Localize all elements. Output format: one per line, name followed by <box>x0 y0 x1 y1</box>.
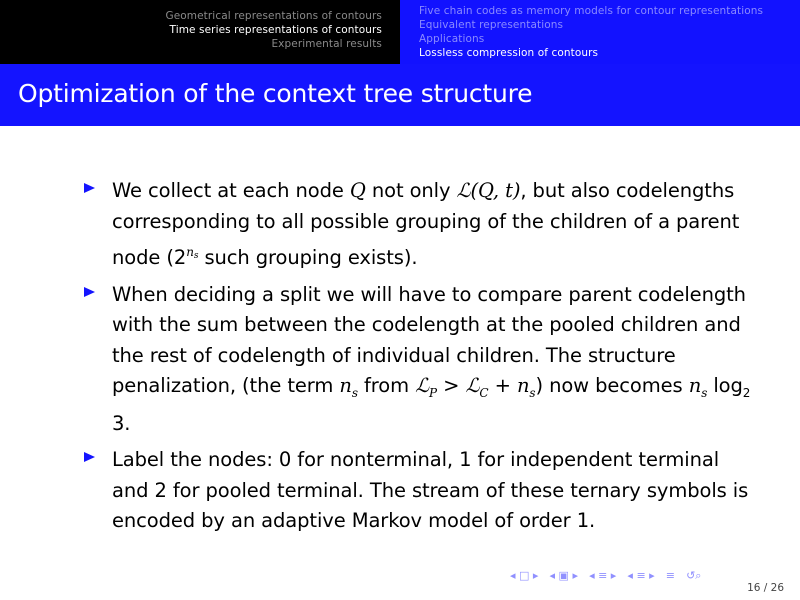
nav-subsection-applications[interactable]: Applications <box>419 33 485 45</box>
bullet-arrow-icon <box>84 183 95 193</box>
section-nav-icon[interactable]: ◂ ≡ ▸ <box>627 569 655 582</box>
slide-content <box>84 176 754 543</box>
appendix-nav-icon[interactable]: ≡ <box>665 569 675 582</box>
frame-title-bar <box>0 64 800 126</box>
bullet-item: When deciding a split we will have to compare parent codelength with the sum between the codelength at the pooled children and the rest of codelength of individual children. The structure penalization, (the term $n_s$ from ℒ$_P$ > ℒ$_C$ + $n_s$) now becomes $n_s$ $\log_2 3$. <box>84 280 754 440</box>
beamer-header <box>0 0 800 64</box>
nav-subsection-chain-codes[interactable]: Five chain codes as memory models for contour representations <box>419 5 764 17</box>
bullet-item: We collect at each node Q not only ℒ(Q, t), but also codelengths corresponding to all possible grouping of the children of a parent node ($2^{ns}$ such grouping exists). <box>84 176 754 274</box>
bullet-arrow-icon <box>84 287 95 297</box>
subsection-navigation <box>400 0 800 64</box>
frame-title: Optimization of the context tree structure <box>18 79 533 108</box>
section-navigation <box>0 0 400 64</box>
nav-section-time-series[interactable]: Time series representations of contours <box>169 24 382 36</box>
frame-nav-icon[interactable]: ◂ □ ▸ <box>510 569 539 582</box>
nav-subsection-equivalent[interactable]: Equivalent representations <box>419 19 564 31</box>
subsection-nav-icon[interactable]: ◂ ≡ ▸ <box>589 569 617 582</box>
nav-subsection-lossless[interactable]: Lossless compression of contours <box>419 47 599 59</box>
search-icon[interactable]: ↺⌕ <box>686 569 702 582</box>
nav-section-geometrical[interactable]: Geometrical representations of contours <box>165 10 382 22</box>
bullet-item: Label the nodes: 0 for nonterminal, 1 for independent terminal and 2 for pooled terminal. The stream of these ternary symbols is encoded by an adaptive Markov model of order 1. <box>84 445 754 537</box>
slide-nav-icon[interactable]: ◂ ▣ ▸ <box>549 569 578 582</box>
bullet-arrow-icon <box>84 452 95 462</box>
nav-section-experimental[interactable]: Experimental results <box>271 38 382 50</box>
beamer-navigation-symbols <box>510 564 707 580</box>
page-number: 16 / 26 <box>747 582 784 594</box>
